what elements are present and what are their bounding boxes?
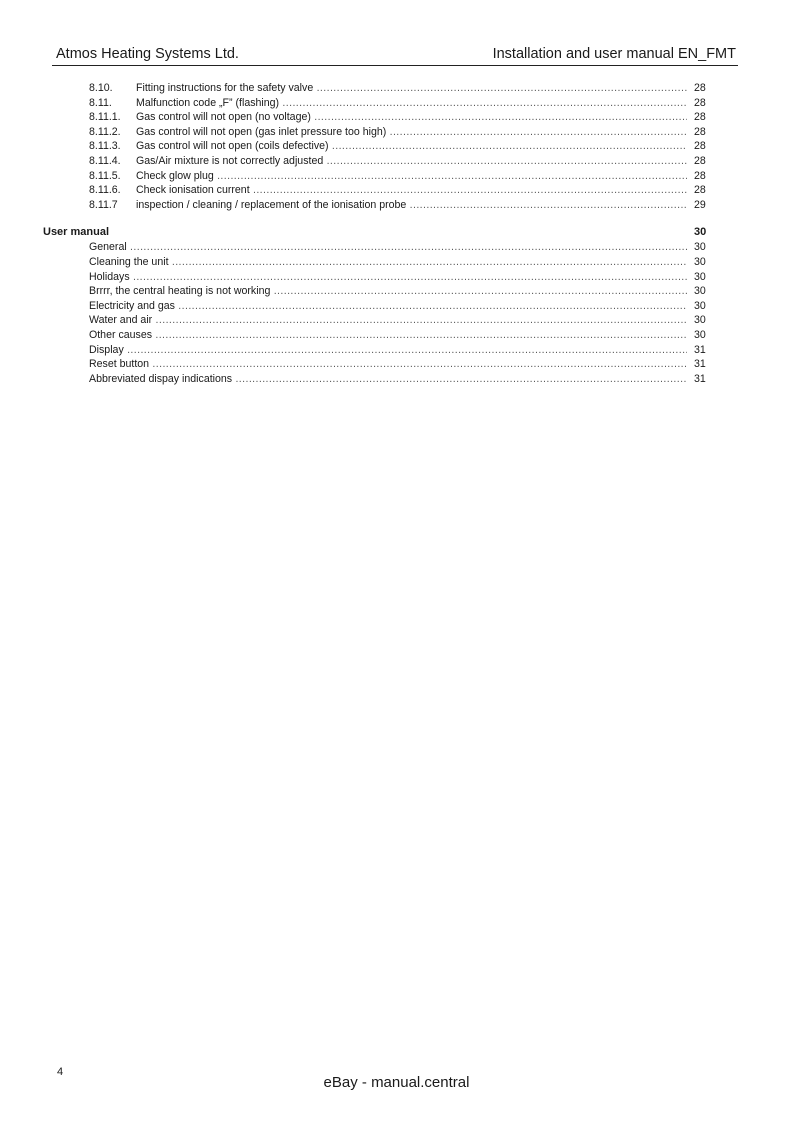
toc-entry[interactable]	[0, 81, 793, 96]
toc-entry-number: 8.11.3.	[89, 140, 121, 153]
toc-entry-title: Reset button .....	[89, 357, 687, 372]
toc-entry[interactable]	[0, 313, 793, 328]
page-header	[52, 44, 738, 66]
toc-entry-number: 8.11.	[89, 96, 112, 109]
toc-entry-page: 28	[694, 96, 706, 109]
toc-entry[interactable]	[0, 110, 793, 125]
watermark-text: eBay - manual.central	[323, 1074, 470, 1091]
toc-entry[interactable]	[0, 154, 793, 169]
toc-entry[interactable]	[0, 255, 793, 270]
toc-entry[interactable]	[0, 96, 793, 111]
toc-entry-title: Other causes .....	[89, 328, 687, 343]
section-page: 30	[694, 226, 707, 239]
section-title: User manual	[43, 226, 110, 239]
company-name: Atmos Heating Systems Ltd.	[56, 46, 239, 62]
toc-entry[interactable]	[0, 343, 793, 358]
toc-entry-page: 28	[694, 111, 706, 124]
toc-entry-title: Gas/Air mixture is not correctly adjusted .....	[136, 154, 687, 169]
toc-entry-page: 29	[694, 198, 706, 211]
toc-entry-page: 31	[694, 358, 706, 371]
toc-entry-title: Check ionisation current .....	[136, 183, 687, 198]
toc-entry-page: 30	[694, 241, 706, 254]
toc-entry[interactable]	[0, 284, 793, 299]
toc-entry-page: 28	[694, 184, 706, 197]
toc-entry-title: General .....	[89, 240, 687, 255]
toc-entry-page: 28	[694, 169, 706, 182]
toc-entry-number: 8.11.4.	[89, 154, 121, 167]
toc-entry-title: Holidays .....	[89, 270, 687, 285]
toc-entry-title: Gas control will not open (no voltage) .....	[136, 110, 687, 125]
toc-entry[interactable]	[0, 299, 793, 314]
toc-entry[interactable]	[0, 240, 793, 255]
toc-entry-page: 28	[694, 154, 706, 167]
toc-entry-title: Brrrr, the central heating is not working .....	[89, 284, 687, 299]
toc-entry-page: 31	[694, 343, 706, 356]
toc-entry[interactable]	[0, 125, 793, 140]
toc-entry-page: 30	[694, 328, 706, 341]
toc-entry-number: 8.11.5.	[89, 169, 121, 182]
toc-section-user-manual[interactable]	[0, 224, 793, 240]
toc-entry-number: 8.10.	[89, 82, 113, 94]
footer-watermark	[0, 1074, 793, 1091]
toc-entry[interactable]	[0, 270, 793, 285]
toc-entry-page: 30	[694, 299, 706, 312]
toc-entry-page: 30	[694, 270, 706, 283]
toc-entry-number: 8.11.7	[89, 198, 118, 211]
toc-entry-page: 28	[694, 140, 706, 153]
toc-entry-title: Fitting instructions for the safety valve .....	[136, 81, 687, 96]
document-title: Installation and user manual EN_FMT	[492, 46, 736, 62]
toc-entry-page: 30	[694, 285, 706, 298]
toc-entry[interactable]	[0, 372, 793, 387]
toc-entry-title: Abbreviated dispay indications .....	[89, 372, 687, 387]
toc-entry-page: 30	[694, 314, 706, 327]
table-of-contents	[0, 81, 793, 386]
toc-entry-number: 8.11.1.	[89, 111, 121, 124]
toc-entry-page: 28	[694, 82, 706, 94]
page-number: 4	[57, 1066, 64, 1078]
toc-entry-title: Display .....	[89, 343, 687, 358]
toc-entry-title: Cleaning the unit .....	[89, 255, 687, 270]
toc-entry-title: Electricity and gas .....	[89, 299, 687, 314]
toc-entry-page: 28	[694, 125, 706, 138]
toc-entry[interactable]	[0, 198, 793, 213]
toc-entry[interactable]	[0, 169, 793, 184]
toc-entry-page: 30	[694, 255, 706, 268]
toc-entry-title: Gas control will not open (gas inlet pressure too high) .....	[136, 125, 687, 140]
toc-entry[interactable]	[0, 328, 793, 343]
toc-entry[interactable]	[0, 139, 793, 154]
toc-entry-title: Gas control will not open (coils defective) .....	[136, 139, 687, 154]
toc-entry-title: Malfunction code „F” (flashing) .....	[136, 96, 687, 111]
toc-entry-title: Water and air .....	[89, 313, 687, 328]
toc-entry-title: Check glow plug .....	[136, 169, 687, 184]
toc-entry[interactable]	[0, 183, 793, 198]
toc-entry-title: inspection / cleaning / replacement of the ionisation probe .....	[136, 198, 687, 213]
toc-entry-page: 31	[694, 372, 706, 385]
toc-entry-number: 8.11.2.	[89, 125, 121, 138]
toc-entry[interactable]	[0, 357, 793, 372]
toc-entry-number: 8.11.6.	[89, 184, 121, 197]
